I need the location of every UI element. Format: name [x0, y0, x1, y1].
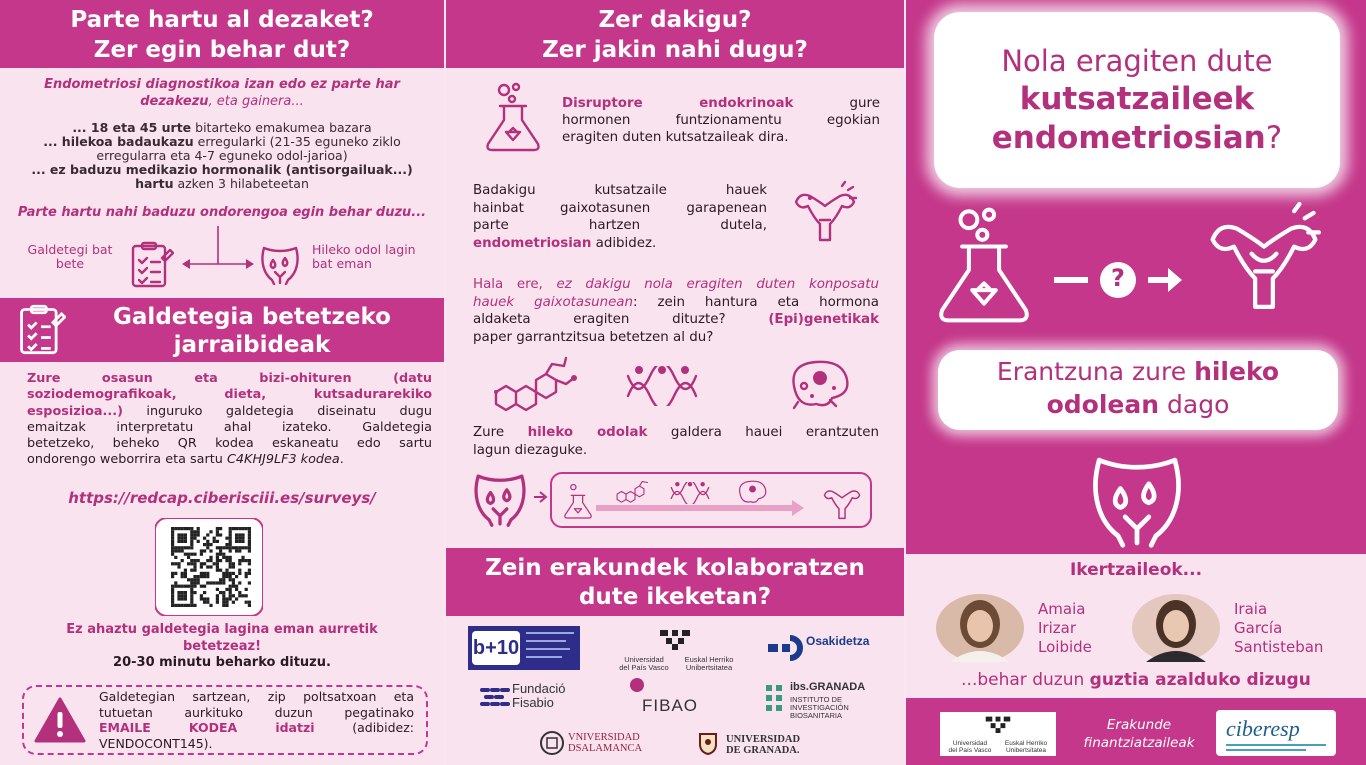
- participate-text: Parte hartu nahi baduzu ondorengoa egin behar duzu...: [17, 205, 427, 220]
- unknown-text: Hala ere, ez dakigu nola eragiten duten konposatu hauek gaixotasunean: zein hantura eta hormona aldaketa eragiten dituzte? (Epi)genetikak paper garrantzitsua betetzen al du?: [473, 277, 880, 345]
- step-questionnaire-label: Galdetegi bat bete: [27, 242, 113, 271]
- uterus-blood-icon: [258, 242, 302, 286]
- middle-column: [446, 0, 904, 765]
- uterus-icon-white: [1202, 200, 1326, 318]
- researchers-heading: Ikertzaileok...: [1069, 560, 1203, 580]
- main-question-box: Nola eragiten dute kutsatzaileek endometriosian?: [934, 12, 1340, 188]
- instructions-heading: Galdetegia betetzeko jarraibideak: [0, 298, 444, 362]
- upv-ehu-logo-funder: Universidad del País Vasco Euskal Herriko Unibertsitatea: [940, 712, 1056, 756]
- requirements-list: ... 18 eta 45 urte bitarteko emakumea bazara ... hilekoa badaukazu erregularki (21-35 eguneko ziklo erregularra eta 4-7 eguneko odol-jarioa) ... ez baduzu medikazio hormonalik (antisorgailuak...) hartu azken 3 hilabeteetan: [31, 120, 413, 191]
- warning-icon: [34, 697, 86, 743]
- clipboard-icon-white: [16, 303, 66, 357]
- flask-icon-small: [562, 480, 594, 522]
- researcher-photo-iraia: [1132, 594, 1220, 662]
- process-box: [550, 472, 872, 528]
- arrow-connector: [534, 490, 550, 504]
- cell-icon: [786, 356, 856, 412]
- researcher-photo-amaia: [936, 594, 1024, 662]
- fisabio-logo: Fundació Fisabio: [480, 682, 600, 722]
- researchers-panel: [906, 554, 1366, 698]
- fibao-logo: FIBAO: [624, 678, 724, 724]
- researcher-name-iraia: Iraia García Santisteban: [1234, 600, 1324, 656]
- dna-icon-small: [670, 482, 710, 504]
- known-text: Badakigu kutsatzaile hauek hainbat gaixotasunen garapenean parte hartzen dutela, endometriosian adibidez.: [473, 183, 767, 251]
- answer-text: Zure hileko odolak galdera hauei erantzuten lagun diezaguke.: [473, 425, 879, 458]
- ibs-granada-logo: ibs.GRANADA INSTITUTO DE INVESTIGACIÓN BIOSANITARIA: [764, 681, 894, 723]
- uterus-blood-icon-large: [470, 468, 530, 528]
- disruptors-text: Disruptore endokrinoak gure hormonen funtzionamentu egokian eragiten duten kutsatzaileak dira.: [562, 96, 880, 145]
- ciberesp-logo: ciberesp: [1216, 710, 1336, 756]
- molecule-icon: [490, 356, 582, 414]
- participation-heading: Parte hartu al dezaket? Zer egin behar dut?: [0, 0, 444, 68]
- usal-logo: VNIVERSIDAD DSALAMANCA: [540, 728, 670, 760]
- ugr-logo: UNIVERSIDAD DE GRANADA.: [696, 730, 846, 760]
- upv-ehu-logo: Universidad del País Vasco Euskal Herriko Unibertsitatea: [606, 628, 746, 674]
- uterus-icon-small: [820, 482, 864, 522]
- uterus-icon: [790, 180, 860, 246]
- qr-code[interactable]: [155, 518, 263, 616]
- intro-text: Endometriosi diagnostikoa izan edo ez parte har dezakezu, eta gainera...: [44, 77, 400, 109]
- warning-text: Galdetegian sartzean, zip poltsatxoan eta tutuetan aurkituko duzun pegatinako EMAILE KODEA idatzi (adibidez: VENDOCONT145).: [99, 689, 414, 751]
- reminder-text: Ez ahaztu galdetegia lagina eman aurretik betetzeaz! 20-30 minutu beharko dituzu.: [66, 622, 378, 670]
- instructions-text: Zure osasun eta bizi-ohituren (datu soziodemografikoak, dieta, kutsadurarekiko esposizioa...) inguruko galdetegia diseinatu dugu emaitzak interpretatu ahal izateko. Galdetegia betetzeko, beheko QR kodea eskaneatu edo sartu ondorengo weborrira eta sartu C4KHJ9LF3 kodea.: [27, 371, 432, 468]
- survey-url[interactable]: https://redcap.ciberisciii.es/surveys/: [68, 489, 376, 507]
- clipboard-icon: [128, 240, 174, 290]
- molecule-icon-small: [614, 478, 656, 504]
- question-mark: ?: [1111, 264, 1125, 292]
- osakidetza-logo: Osakidetza: [768, 630, 892, 666]
- collaborators-heading: Zein erakundek kolaboratzen dute ikeketan?: [446, 548, 904, 616]
- step-blood-sample-label: Hileko odol lagin bat eman: [312, 242, 416, 271]
- flask-icon-white: [932, 206, 1036, 324]
- flask-icon: [482, 82, 544, 152]
- b10-logo: b+10: [468, 626, 580, 670]
- arrow-connector: [180, 226, 256, 272]
- uterus-blood-icon-white: [1082, 446, 1192, 550]
- warning-box: [22, 685, 428, 755]
- answer-box: Erantzuna zure hileko odolean dago: [938, 350, 1338, 430]
- funders-panel: [906, 700, 1366, 765]
- closing-text: ...behar duzun guztia azalduko dizugu: [961, 670, 1311, 690]
- researcher-name-amaia: Amaia Irizar Loibide: [1038, 600, 1092, 656]
- funders-label: Erakunde finantziatzaileak: [1083, 717, 1195, 751]
- left-column: [0, 0, 444, 765]
- knowledge-heading: Zer dakigu? Zer jakin nahi dugu?: [446, 0, 904, 68]
- dna-icon: [626, 366, 698, 406]
- cell-icon-small: [736, 478, 770, 506]
- right-column: [906, 0, 1366, 765]
